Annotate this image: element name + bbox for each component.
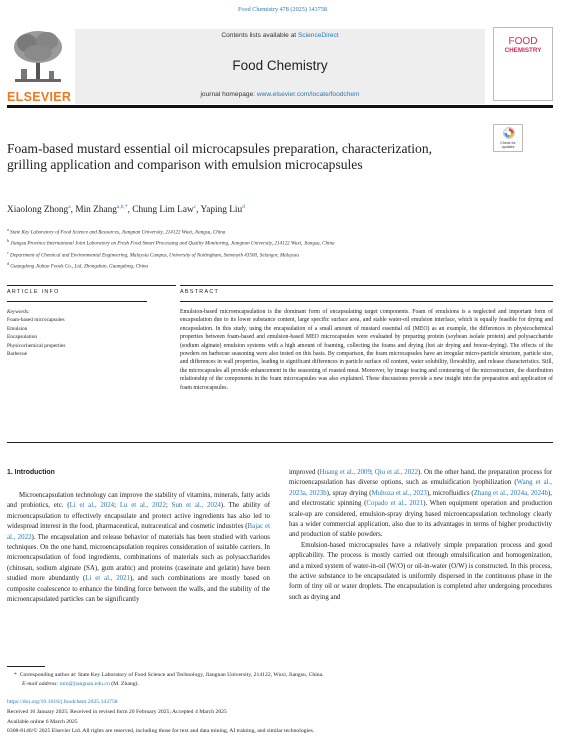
affiliation-item: $^b$ Jiangsu Province International Joint Laboratory on Fresh Food Smart Processing and Quality Monitoring, Jiangnan University, 214122 Wuxi, Jiangsu, China xyxy=(7,238,335,247)
citation-link[interactable]: Qiu et al., 2022 xyxy=(374,469,419,476)
received-dates: Received 16 January 2025; Received in revised form 20 February 2025; Accepted 4 March 2025 xyxy=(7,708,227,715)
citation-link[interactable]: Wang et al., 2023a, 2023b xyxy=(289,479,552,497)
author-name[interactable]: Chung Lim Law xyxy=(132,205,194,215)
abstract-subrule xyxy=(180,301,553,302)
body-column-right xyxy=(289,468,552,603)
keyword-item: Physicochemical properties xyxy=(7,342,66,349)
abstract-bottom-rule xyxy=(7,442,553,443)
article-info-rule xyxy=(7,285,176,286)
abstract-heading: ABSTRACT xyxy=(180,289,220,295)
journal-title: Food Chemistry xyxy=(232,58,328,73)
keyword-item: Barbecue xyxy=(7,351,27,358)
affiliation-item: $^d$ Guangdong Jiahao Foods Co., Ltd, Zhongshan, Guangdong, China xyxy=(7,260,149,270)
check-for-updates-badge[interactable] xyxy=(493,124,523,152)
keywords-block xyxy=(7,308,157,358)
introduction-heading: 1. Introduction xyxy=(7,469,55,476)
citation-link[interactable]: Lu et al., 2022 xyxy=(119,502,166,510)
affiliation-item: $^a$ State Key Laboratory of Food Science and Resources, Jiangnan University, 214122 Wuxi, Jiangsu, China xyxy=(7,227,226,236)
doi-link[interactable]: https://doi.org/10.1016/j.foodchem.2025.143758 xyxy=(7,699,118,705)
elsevier-wordmark: ELSEVIER xyxy=(7,90,72,104)
masthead-divider xyxy=(7,105,553,108)
journal-cover-thumbnail[interactable] xyxy=(493,27,553,101)
cover-title-chemistry: CHEMISTRY xyxy=(504,47,542,54)
author-email-link[interactable]: min@jiangnan.edu.cn xyxy=(59,680,110,687)
author-affiliation-marker[interactable]: d xyxy=(242,203,245,210)
citation-link[interactable]: Muhoza et al., 2023 xyxy=(371,489,427,497)
author-affiliation-marker[interactable]: c xyxy=(193,203,197,210)
body-column-left xyxy=(7,491,270,605)
cover-title-food: FOOD xyxy=(508,36,538,47)
author-name[interactable]: Min Zhang xyxy=(75,205,117,215)
footnote-rule xyxy=(7,666,45,667)
crossmark-icon xyxy=(503,127,515,139)
author-affiliation-marker[interactable]: a,b,* xyxy=(116,203,128,210)
corresponding-author-footnote: * Corresponding author at: State Key Laboratory of Food Science and Technology, Jiangnan University, 214122, Wuxi, Jiangsu, China. E-mail address: min@jiangnan.edu.cn (M. Zhang). xyxy=(14,672,324,687)
citation-link[interactable]: Huang et al., 2009 xyxy=(319,469,371,476)
introduction-paragraph-2: Emulsion-based microcapsules have a relatively simple preparation process and good applicability. The process is mostly carried out through emulsification and homogenization, and a mixed system of water-in-oil (W/O) or oil-in-water (O/W) is constructed. In this process, the active substance to be encapsulated is uniformly dispersed in the continuous phase in the form of tiny oil or water droplets. The encapsulation is completed after undergoing procedures such as drying and xyxy=(289,541,552,601)
author-list: Xiaolong Zhong$^a$, Min Zhang$^{a,b,*}$, Chung Lim Law$^c$, Yaping Liu$^d$ xyxy=(7,203,245,215)
author-name[interactable]: Xiaolong Zhong xyxy=(7,205,69,215)
citation-link[interactable]: Bajac et al., 2022 xyxy=(7,523,270,541)
journal-reference[interactable]: Food Chemistry 478 (2025) 143758 xyxy=(237,6,328,13)
elsevier-logo xyxy=(7,29,72,105)
citation-link[interactable]: Li et al., 2024 xyxy=(69,502,115,510)
journal-banner xyxy=(75,29,485,104)
keyword-item: Encapsulation xyxy=(7,334,38,341)
copyright-notice: 0308-8146/© 2025 Elsevier Ltd. All rights are reserved, including those for text and data mining, AI training, and similar technologies. xyxy=(7,728,315,735)
citation-link[interactable]: Li et al., 2021 xyxy=(85,575,130,583)
homepage-line: journal homepage: www.elsevier.com/locate/foodchem xyxy=(200,91,360,98)
affiliation-list xyxy=(7,226,547,271)
citation-link[interactable]: Zhang et al., 2024a, 2024b xyxy=(473,489,548,497)
abstract-text: Emulsion-based microencapsulation is the dominant form of encapsulating target components. Foam of emulsions is a neglected and important form of encapsulation due to its lower substance content, large specific surface area, and stable water-oil emulsion interface, which is equally feasible for drying and encapsulation. In this study, using the encapsulation of a small amount of mustard essential oil (MEO) as an example, the differences in physicochemical properties between foam-based and emulsion-based MEO microcapsules were evaluated by preparing protein (soybean isolate protein) and polysaccharide (sodium alginate) emulsion systems with a high amount of foaming, collecting the foams and drying (hot air drying and freeze-drying). The effects of the powders on barbecue seasoning were also tested on this basis. By comparison, the foam microcapsules have an irregular micro-particle structure, particle size, and differences in wall properties, leading to significant differences in particle surface oil content, water solubility, flowability, and release characteristics. Still, the microcapsules all provide enhancement in the seasoning of roasted meat. Moreover, by image tracing and contouring of the microstructure, the distribution relationship of the components in the foam microcapsules was also explained. These discussions provide a new insight into the preparation and application of foam microcapsules. xyxy=(180,309,553,391)
journal-masthead xyxy=(7,25,553,105)
citation-link[interactable]: Sun et al., 2024 xyxy=(171,502,221,510)
article-info-heading: ARTICLE INFO xyxy=(7,289,60,295)
abstract-rule xyxy=(180,285,553,286)
keyword-item: Emulsion xyxy=(7,325,28,332)
email-label: E-mail address: xyxy=(22,680,59,687)
journal-homepage-link[interactable]: www.elsevier.com/locate/foodchem xyxy=(256,91,360,98)
keywords-label: Keywords: xyxy=(7,309,30,315)
article-title: Foam-based mustard essential oil microcapsules preparation, characterization, grilling application and comparison with emulsion microcapsules xyxy=(7,141,433,172)
article-footer xyxy=(7,698,553,737)
affiliation-item: $^c$ Department of Chemical and Environmental Engineering, Malaysia Campus, University of Nottingham, Semenyih 43500, Selangor, Malaysia xyxy=(7,249,299,259)
contents-line: Contents lists available at ScienceDirect xyxy=(221,32,339,39)
author-name[interactable]: Yaping Liu xyxy=(200,205,243,215)
author-affiliation-marker[interactable]: a xyxy=(68,203,71,210)
introduction-paragraph-1: Microencapsulation technology can improve the stability of vitamins, minerals, fatty acids and probiotics, etc. (Li et al., 2024; Lu et al., 2022; Sun et al., 2024). The ability of microencapsulation to effectively encapsulate and protect active ingredients has also led to widespread interest in the food, pharmaceutical, nutraceutical and cosmetic industries (Bajac et al., 2022). The encapsulation and release behavior of materials has been studied with various techniques. On the one hand, microencapsulation requires consideration of suitable carriers. In microencapsulation of food ingredients, combinations of materials such as polysaccharides (chitosan, sodium alginate (SA), gum arabic) and proteins (caseinate and gelatin) have been studied more abundantly (Li et al., 2021), and such combinations are mostly based on composite coalescence to enhance the binding force between the walls, and the stability of the microencapsulated particles can be significantly xyxy=(7,492,271,604)
citation-link[interactable]: Copado et al., 2021 xyxy=(366,500,424,508)
article-info-subrule xyxy=(7,301,147,302)
elsevier-tree-icon xyxy=(11,29,65,85)
crossmark-label: Check for updates xyxy=(500,141,516,149)
sciencedirect-link[interactable]: ScienceDirect xyxy=(297,32,339,39)
keyword-item: Foam-based microcapsules xyxy=(7,317,65,324)
available-online-date: Available online 6 March 2025 xyxy=(7,718,78,725)
introduction-paragraph-1-continued: improved (Huang et al., 2009; Qiu et al., 2022). On the other hand, the preparation process for microencapsulation has diverse options, such as emulsification lyophilization (Wang et al., 2023a, 2023b), spray drying (Muhoza et al., 2023), microfluidics (Zhang et al., 2024a, 2024b), and electrostatic spinning (Copado et al., 2021). When equipment operation and production scale-up are considered, emulsion-spray drying based microencapsulation technology clearly has a wider commercial application, also due to its advantages in terms of higher productivity and production of stable powders. xyxy=(289,469,553,539)
